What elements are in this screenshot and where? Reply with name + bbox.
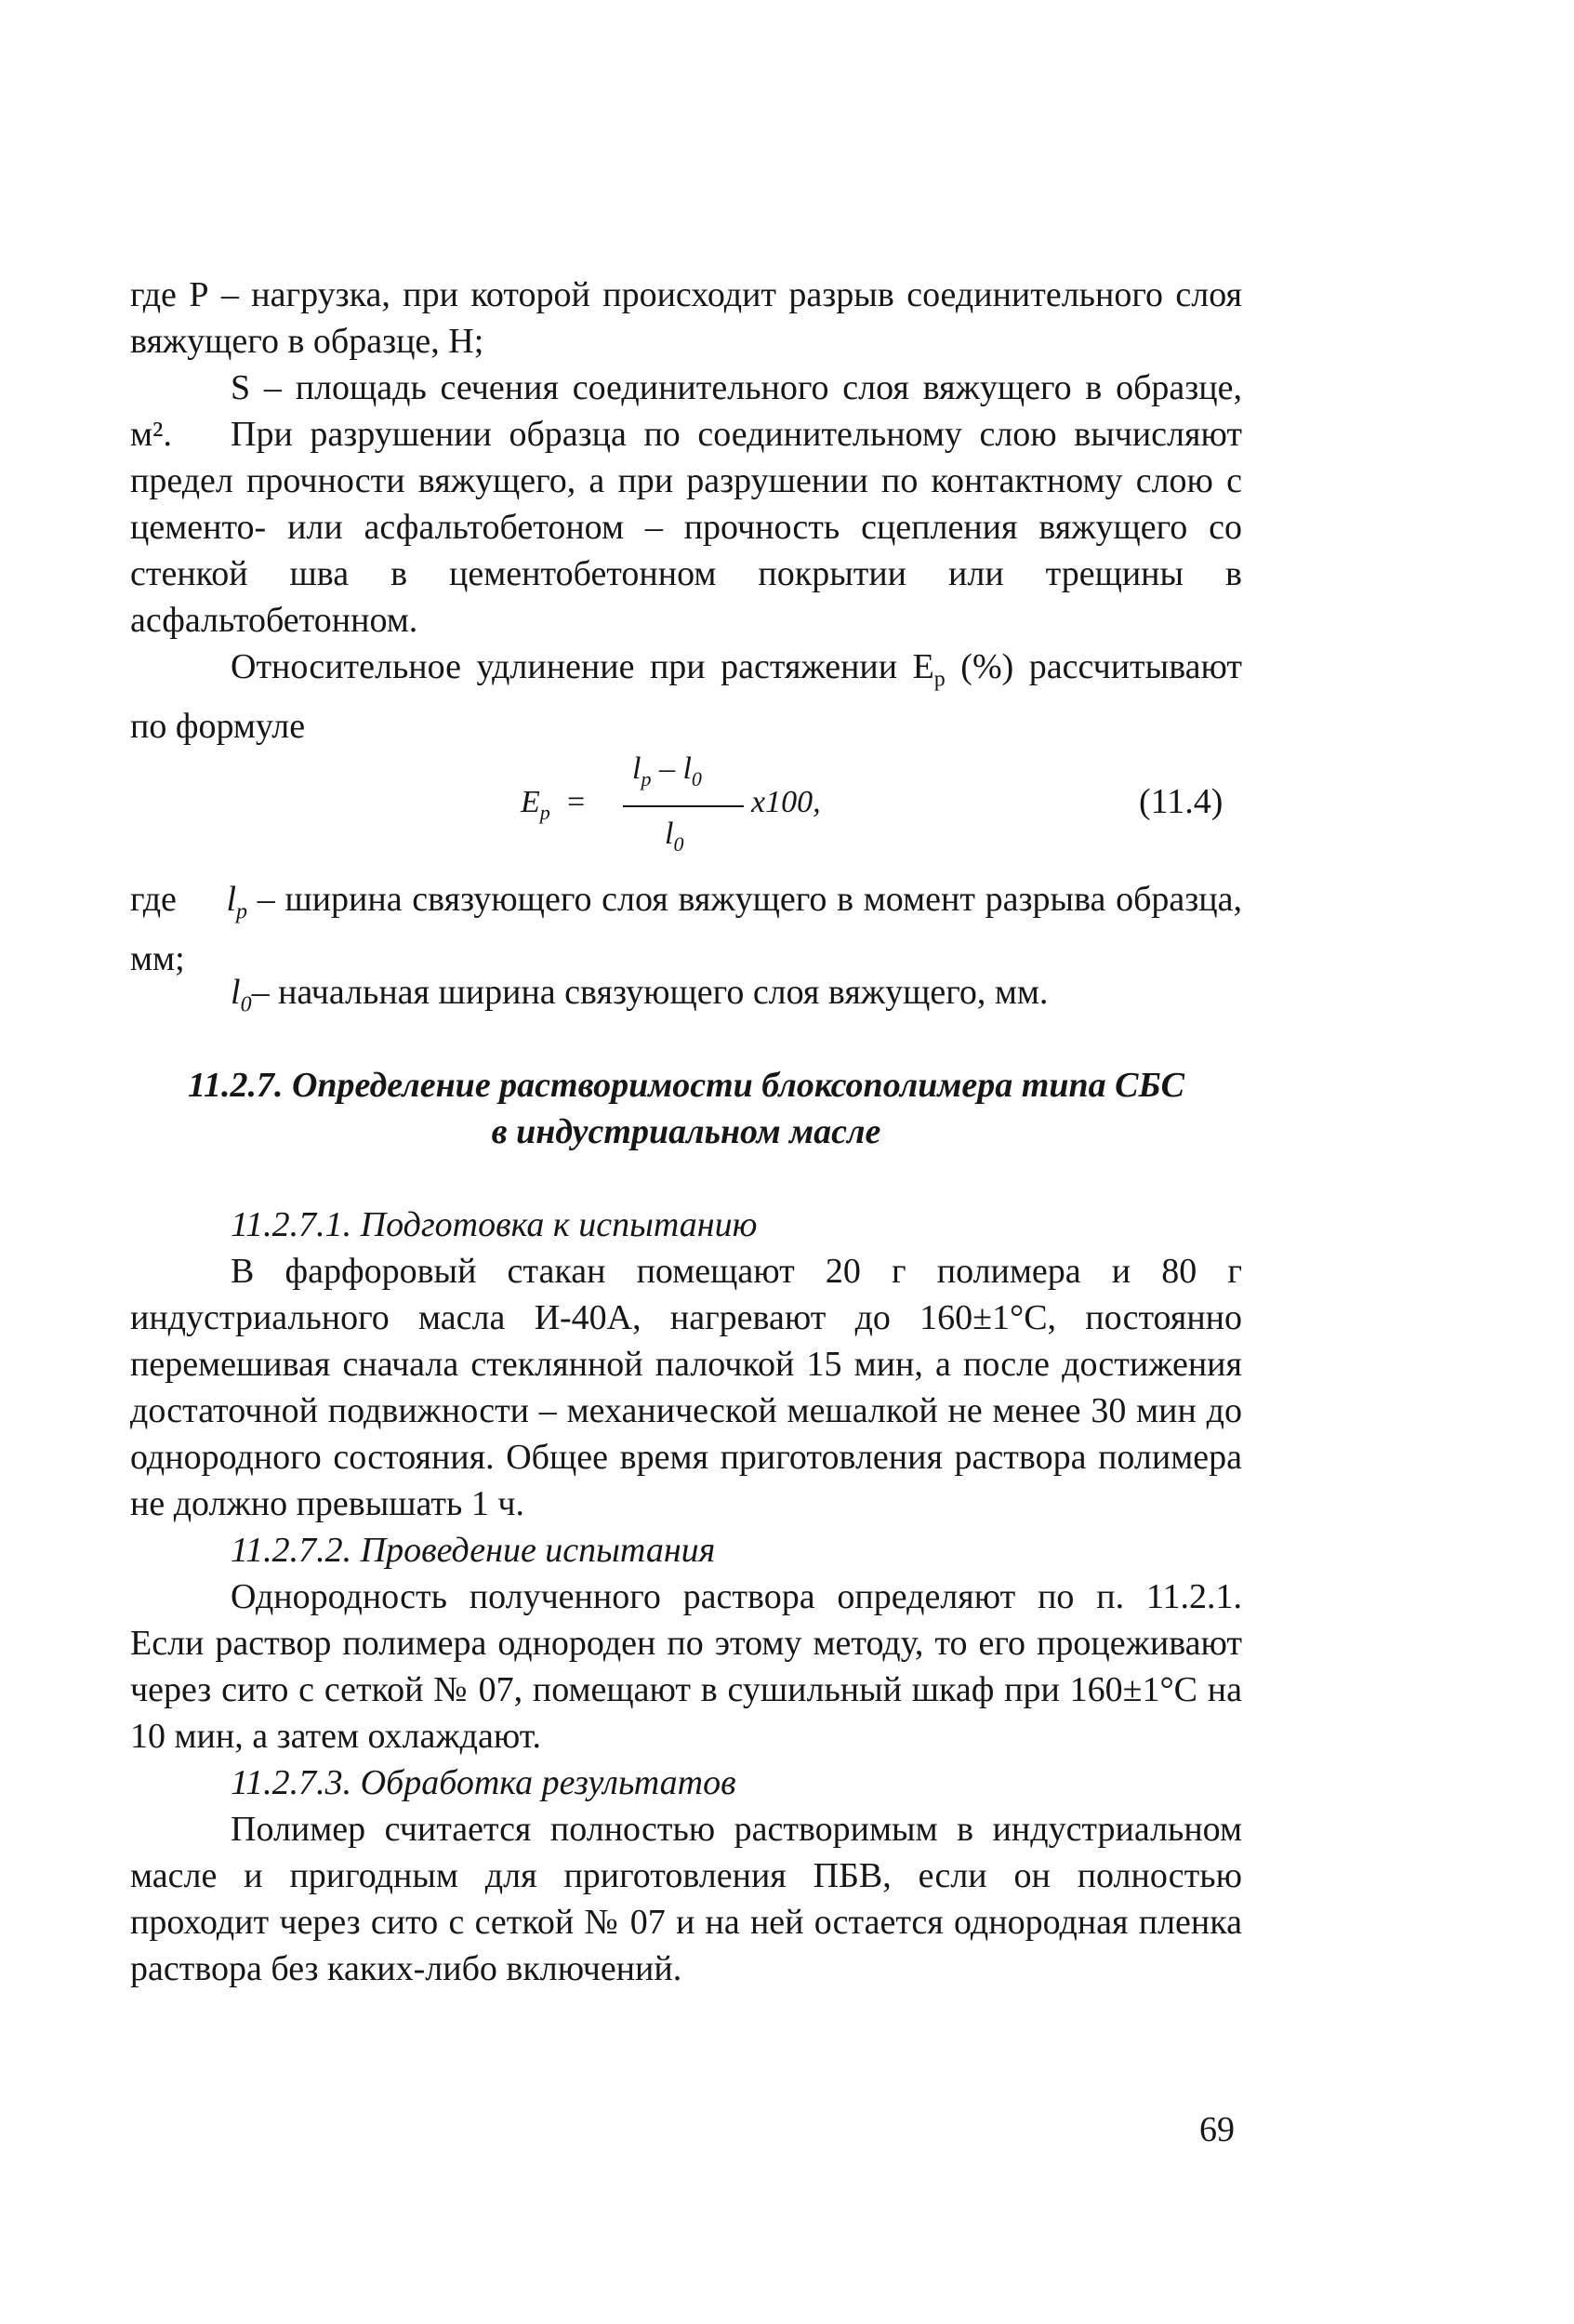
symbol-l0: $l_0$: [231, 973, 252, 1017]
symbol-lp: $l_р$: [226, 880, 248, 924]
subsection-heading-testing: 11.2.7.2. Проведение испытания: [231, 1531, 716, 1570]
paragraph-results: Полимер считается полностью растворимым в индустриальном масле и пригодным для приготовления ПБВ, если он полностью проходит через сито с сеткой № 07 и на ней остается однородная пленка раствора без каких-либо включений.: [130, 1810, 1242, 1988]
paragraph-preparation: В фарфоровый стакан помещают 20 г полимера и 80 г индустриального масла И-40А, нагревают до 160±1°С, постоянно перемешивая сначала стеклянной палочкой 15 мин, а после достижения достаточной подвижности – механической мешалкой не менее 30 мин до однородного состояния. Общее время приготовления раствора полимера не должно превышать 1 ч.: [130, 1252, 1242, 1523]
paragraph-elongation-intro: [130, 644, 1242, 750]
formula-lhs: $E_р$: [521, 785, 550, 824]
formula-number: (11.4): [1139, 782, 1223, 821]
section-heading-line2: в индустриальном масле: [491, 1112, 881, 1151]
paragraph-area-definition: S – площадь сечения соединительного слоя вяжущего в образце, м².: [130, 368, 1242, 454]
paragraph-failure-strength: При разрушении образца по соединительному слою вычисляют предел прочности вяжущего, а при разрушении по контактному слою с цементо- или асфальтобетоном – прочность сцепления вяжущего со стенкой шва в цементобетонном покрытии или трещины в асфальтобетонном.: [130, 415, 1242, 640]
formula-denominator: $l_0$: [665, 817, 684, 856]
formula-fraction-bar: [623, 805, 744, 807]
formula-multiplier: x100,: [751, 785, 821, 819]
page-number: 69: [1199, 2110, 1235, 2149]
section-heading-line1: 11.2.7. Определение растворимости блоксополимера типа СБС: [188, 1066, 1184, 1105]
where-prefix: где: [130, 880, 177, 919]
subsection-heading-results: 11.2.7.3. Обработка результатов: [231, 1763, 736, 1802]
formula-equals: =: [567, 785, 586, 819]
paragraph-testing: Однородность полученного раствора определяют по п. 11.2.1. Если раствор полимера однороден по этому методу, то его процеживают через сито с сеткой № 07, помещают в сушильный шкаф при 160±1°С на 10 мин, а затем охлаждают.: [130, 1577, 1242, 1756]
formula-numerator: $l_р - l_0$: [632, 751, 702, 790]
where-l0-text: – начальная ширина связующего слоя вяжущего, мм.: [251, 973, 1049, 1012]
paragraph-load-definition: где Р – нагрузка, при которой происходит разрыв соединительного слоя вяжущего в образце, Н;: [130, 275, 1242, 361]
subsection-heading-preparation: 11.2.7.1. Подготовка к испытанию: [231, 1205, 758, 1244]
where-lp-text: – ширина связующего слоя вяжущего в момент разрыва образца, мм;: [130, 880, 1242, 978]
elongation-intro-text: Относительное удлинение при растяжении E: [231, 647, 934, 686]
where-item-initial-width: [130, 969, 1242, 1029]
elongation-subscript: р: [933, 667, 946, 692]
elongation-formula: [521, 751, 893, 854]
where-item-width-at-break: [130, 876, 1242, 982]
elongation-intro-rest: (%) рассчитывают по формуле: [130, 647, 1242, 746]
